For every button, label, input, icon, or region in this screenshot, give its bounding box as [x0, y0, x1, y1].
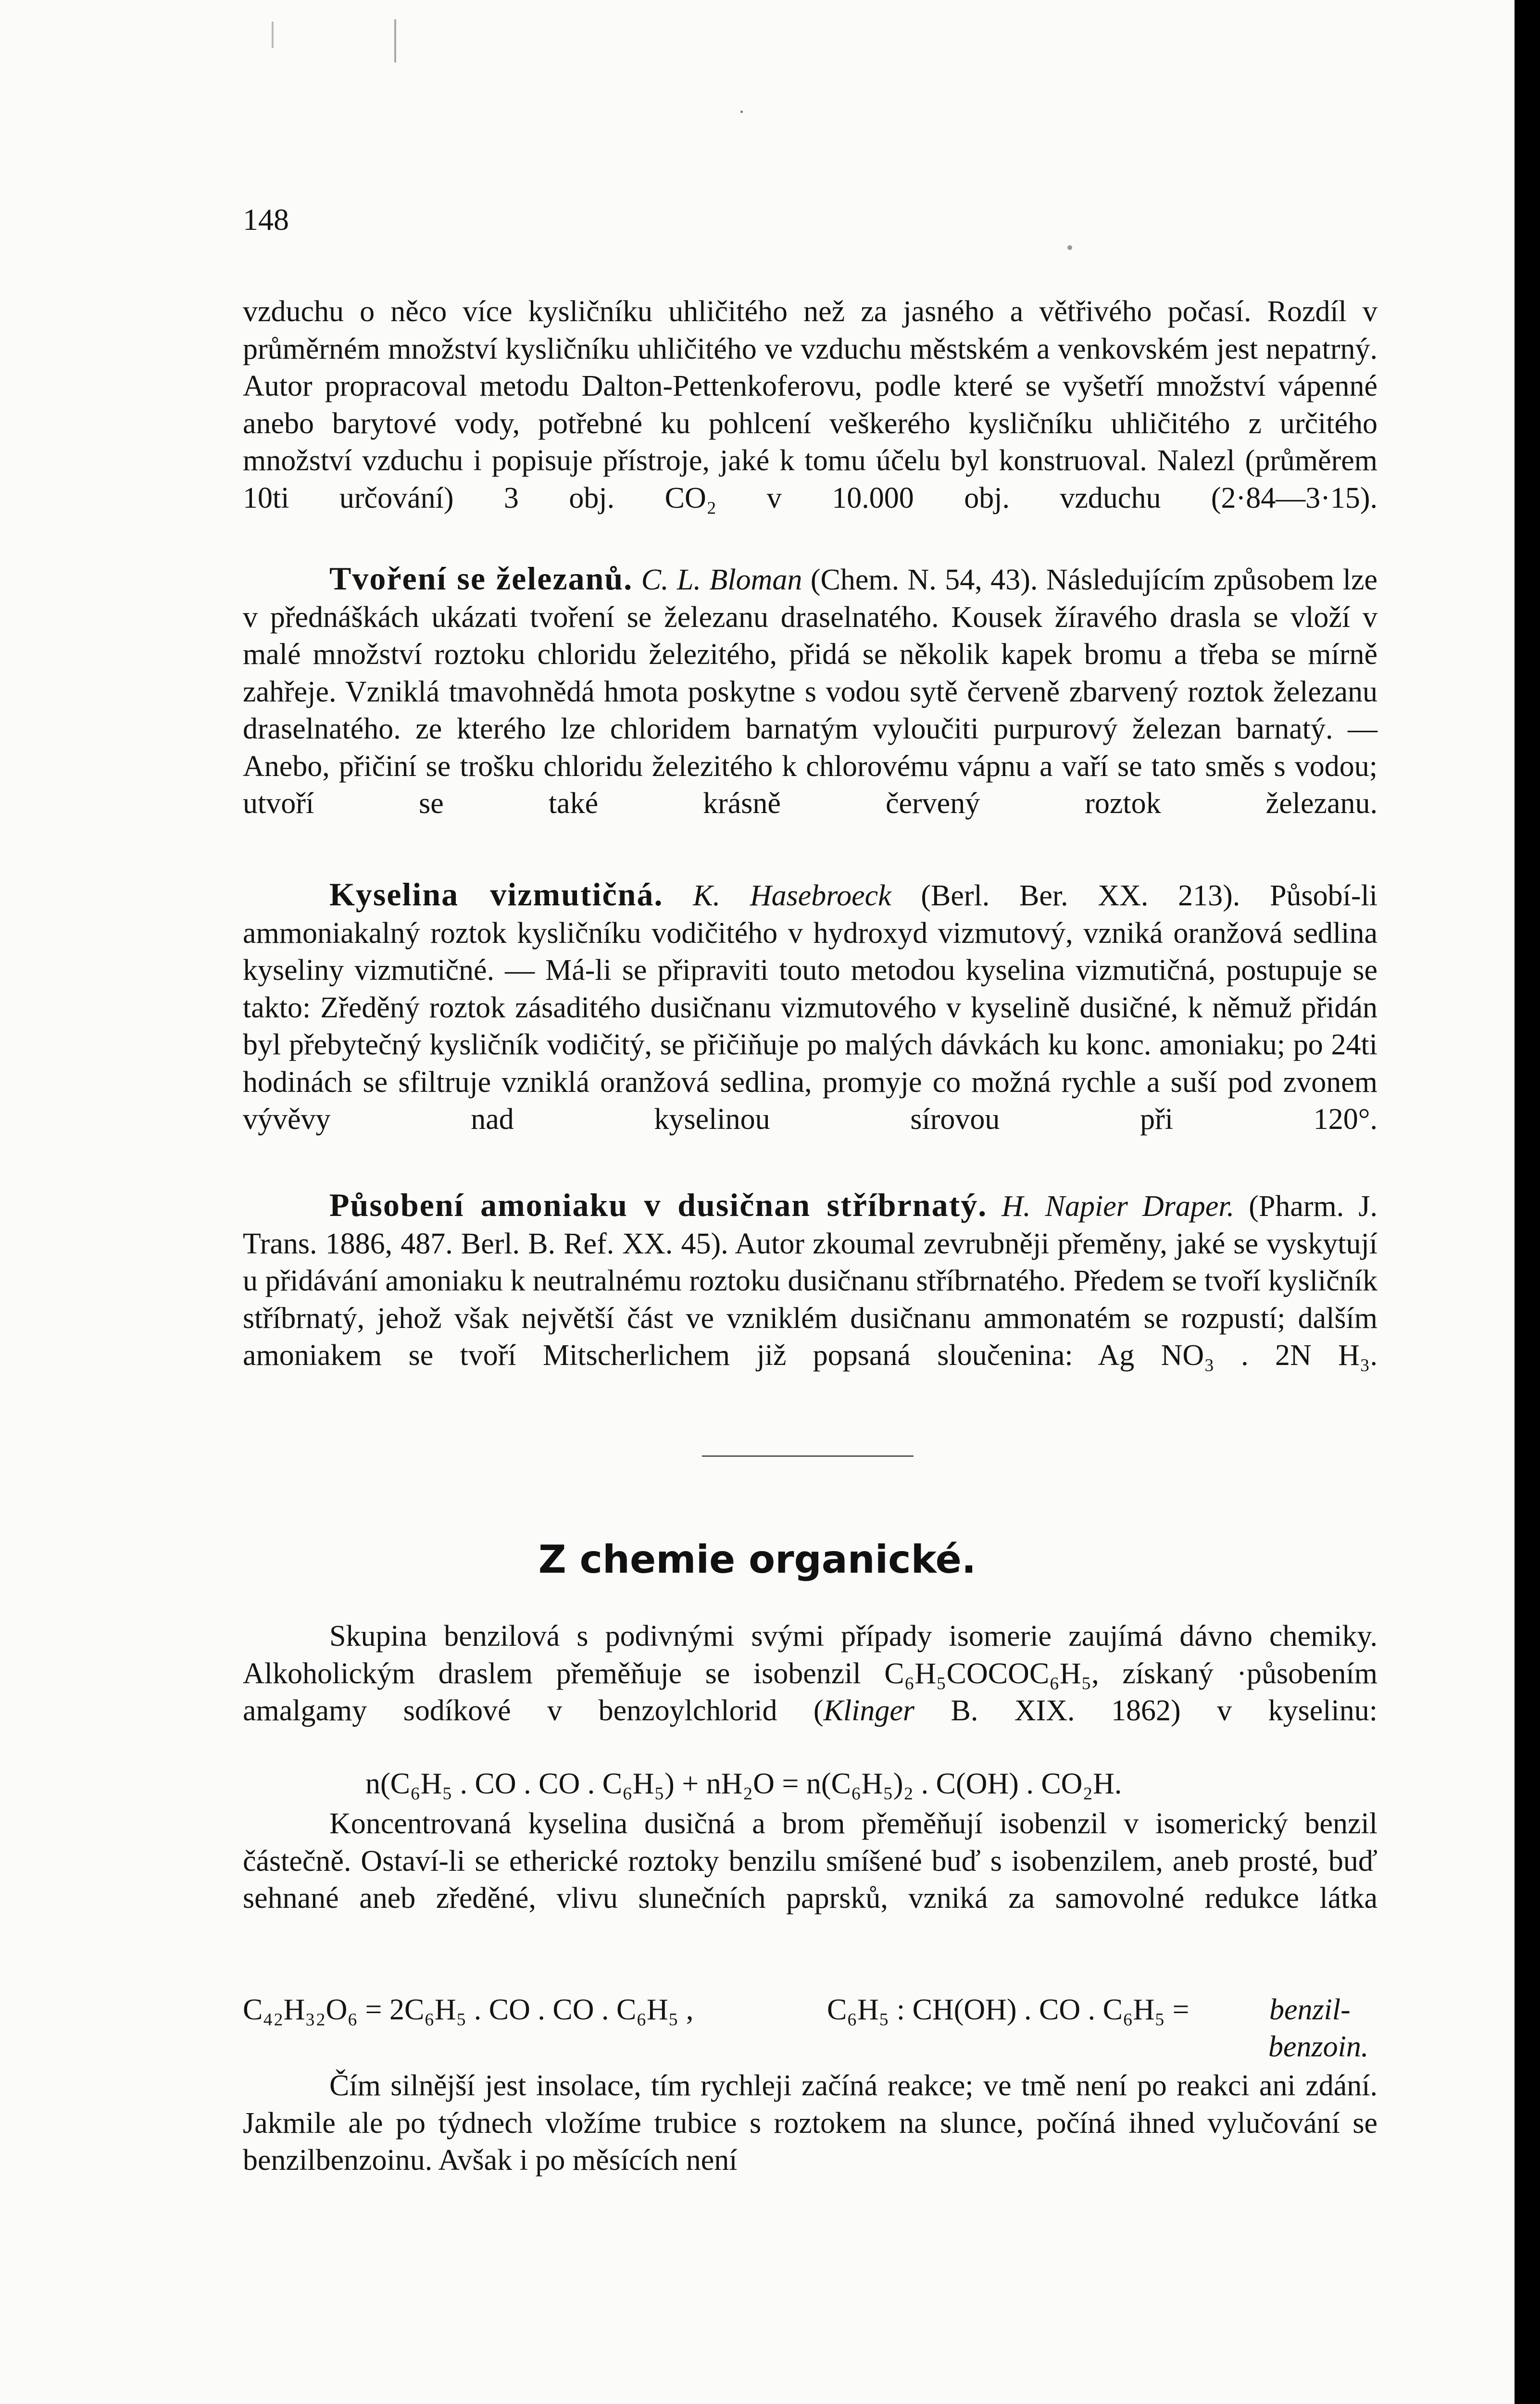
paragraph-ferrates [243, 560, 1377, 823]
scan-speck [1067, 245, 1072, 250]
section-heading-bismuthic-acid: Kyselina vizmutičná. [329, 876, 664, 913]
paragraph-ammonia-silver-nitrate [243, 1187, 1377, 1375]
section-heading-ammonia: Působení amoniaku v dusičnan stříbrnatý. [329, 1187, 988, 1223]
section-title: Z chemie organické. [538, 1537, 977, 1582]
page-number: 148 [243, 202, 289, 237]
scan-speck [740, 111, 743, 113]
formula-compound-name: benzil- [1269, 1993, 1351, 2026]
scan-mark [272, 22, 274, 48]
paragraph-benzil-group [243, 1618, 1377, 1730]
paragraph-text: B. XIX. 1862) v kyselinu: [914, 1694, 1377, 1727]
scan-mark [394, 19, 396, 63]
formula-isobenzil-reaction: n(C₆H₅ . CO . CO . C₆H₅) + nH₂O = n(C₆H₅)₂ . C(OH) . CO₂H. [365, 1767, 1122, 1800]
citation-reference: (Chem. N. 54, 43). [810, 563, 1038, 596]
scan-border [1515, 0, 1540, 2404]
paragraph-bismuthic-acid [243, 876, 1377, 1139]
citation-authors: Klinger [823, 1694, 915, 1727]
citation-reference: (Berl. Ber. XX. 213). [921, 879, 1240, 912]
formula-benzilbenzoin-left: C₄₂H₃₂O₆ = 2C₆H₅ . CO . CO . C₆H₅ , [243, 1993, 694, 2026]
paragraph-text: Skupina benzilová s podivnými svými případy isomerie zaujímá dávno chemiky. Alkoholickým draslem přeměňuje se isobenzil C₆H₅COCOC₆H₅, získaný ·působením amalgamy sodíkové v benzoylchlorid ( [243, 1620, 1377, 1727]
formula-benzilbenzoin-right: C₆H₅ : CH(OH) . CO . C₆H₅ = [827, 1993, 1189, 2026]
citation-authors: H. Napier Draper. [1002, 1190, 1235, 1223]
formula-compound-name: benzoin. [1268, 2030, 1369, 2063]
paragraph-nitric-acid-isomer: Koncentrovaná kyselina dusičná a brom přeměňují isobenzil v isomerický benzil částečně. Ostaví-li se etherické roztoky benzilu smíšené buď s isobenzilem, aneb prosté, buď sehnané aneb zředěné, vlivu slunečních paprsků, vzniká za samovolné redukce látka [243, 1807, 1377, 1915]
section-heading-ferrates: Tvoření se železanů. [329, 560, 633, 597]
citation-reference: (Pharm. J. Trans. 1886, 487. Berl. B. Ref. XX. 45). [243, 1190, 1377, 1260]
paragraph-text: Působí-li ammoniakalný roztok kysličníku vodičitého v hydroxyd vizmutový, vzniká oranžová sedlina kyseliny vizmutičné. — Má-li se připraviti touto metodou kyselina vizmutičná, postupuje se takto: Zředěný roztok zásaditého dusičnanu vizmutového v kyselině dusičné, k němuž přidán byl přebytečný kysličník vodičitý, se přičiňuje po malých dávkách ku konc. amoniaku; po 24ti hodinách se sfiltruje vzniklá oranžová sedlina, promyje co možná rychle a suší pod zvonem vývěvy nad kyselinou sírovou při 120°. [243, 879, 1377, 1136]
section-divider [702, 1455, 914, 1457]
citation-authors: C. L. Bloman [641, 563, 802, 596]
paragraph-insolation: Čím silnější jest insolace, tím rychleji začíná reakce; ve tmě není po reakci ani zdání. Jakmile ale po týdnech vložíme trubice s roztokem na slunce, počíná ihned vylučování se benzilbenzoinu. Avšak i po měsících není [243, 2069, 1377, 2177]
paragraph-text: Následujícím způsobem lze v přednáškách ukázati tvoření se železanu draselnatého. Kousek žíravého drasla se vloží v malé množství roztoku chloridu železitého, přidá se několik kapek bromu a třeba se mírně zahřeje. Vzniklá tmavohnědá hmota poskytne s vodou sytě červeně zbarvený roztok železanu draselnatého. ze kterého lze chloridem barnatým vyloučiti purpurový železan barnatý. — Anebo, přičiní se trošku chloridu železitého k chlorovému vápnu a vaří se tato směs s vodou; utvoří se také krásně červený roztok železanu. [243, 563, 1378, 820]
paragraph-text: Autor zkoumal zevrubněji přeměny, jaké se vyskytují u přidávání amoniaku k neutralnému roztoku dusičnanu stříbrnatého. Předem se tvoří kysličník stříbrnatý, jehož však největší část ve vzniklém dusičnanu ammonatém se rozpustí; dalším amoniakem se tvoří Mitscherlichem již popsaná sloučenina: Ag NO₃ . 2N H₃. [243, 1227, 1377, 1372]
paragraph-co2-measurement: vzduchu o něco více kysličníku uhličitého než za jasného a větřivého počasí. Rozdíl v průměrném množství kysličníku uhličitého ve vzduchu městském a venkovském jest nepatrný. Autor propracoval metodu Dalton-Pettenkoferovu, podle které se vyšetří množství vápenné anebo barytové vody, potřebné ku pohlcení veškerého kysličníku uhličitého z určitého množství vzduchu i popisuje přístroje, jaké k tomu účelu byl konstruoval. Nalezl (průměrem 10ti určování) 3 obj. CO₂ v 10.000 obj. vzduchu (2·84—3·15). [243, 295, 1377, 514]
citation-authors: K. Hasebroeck [693, 879, 891, 912]
